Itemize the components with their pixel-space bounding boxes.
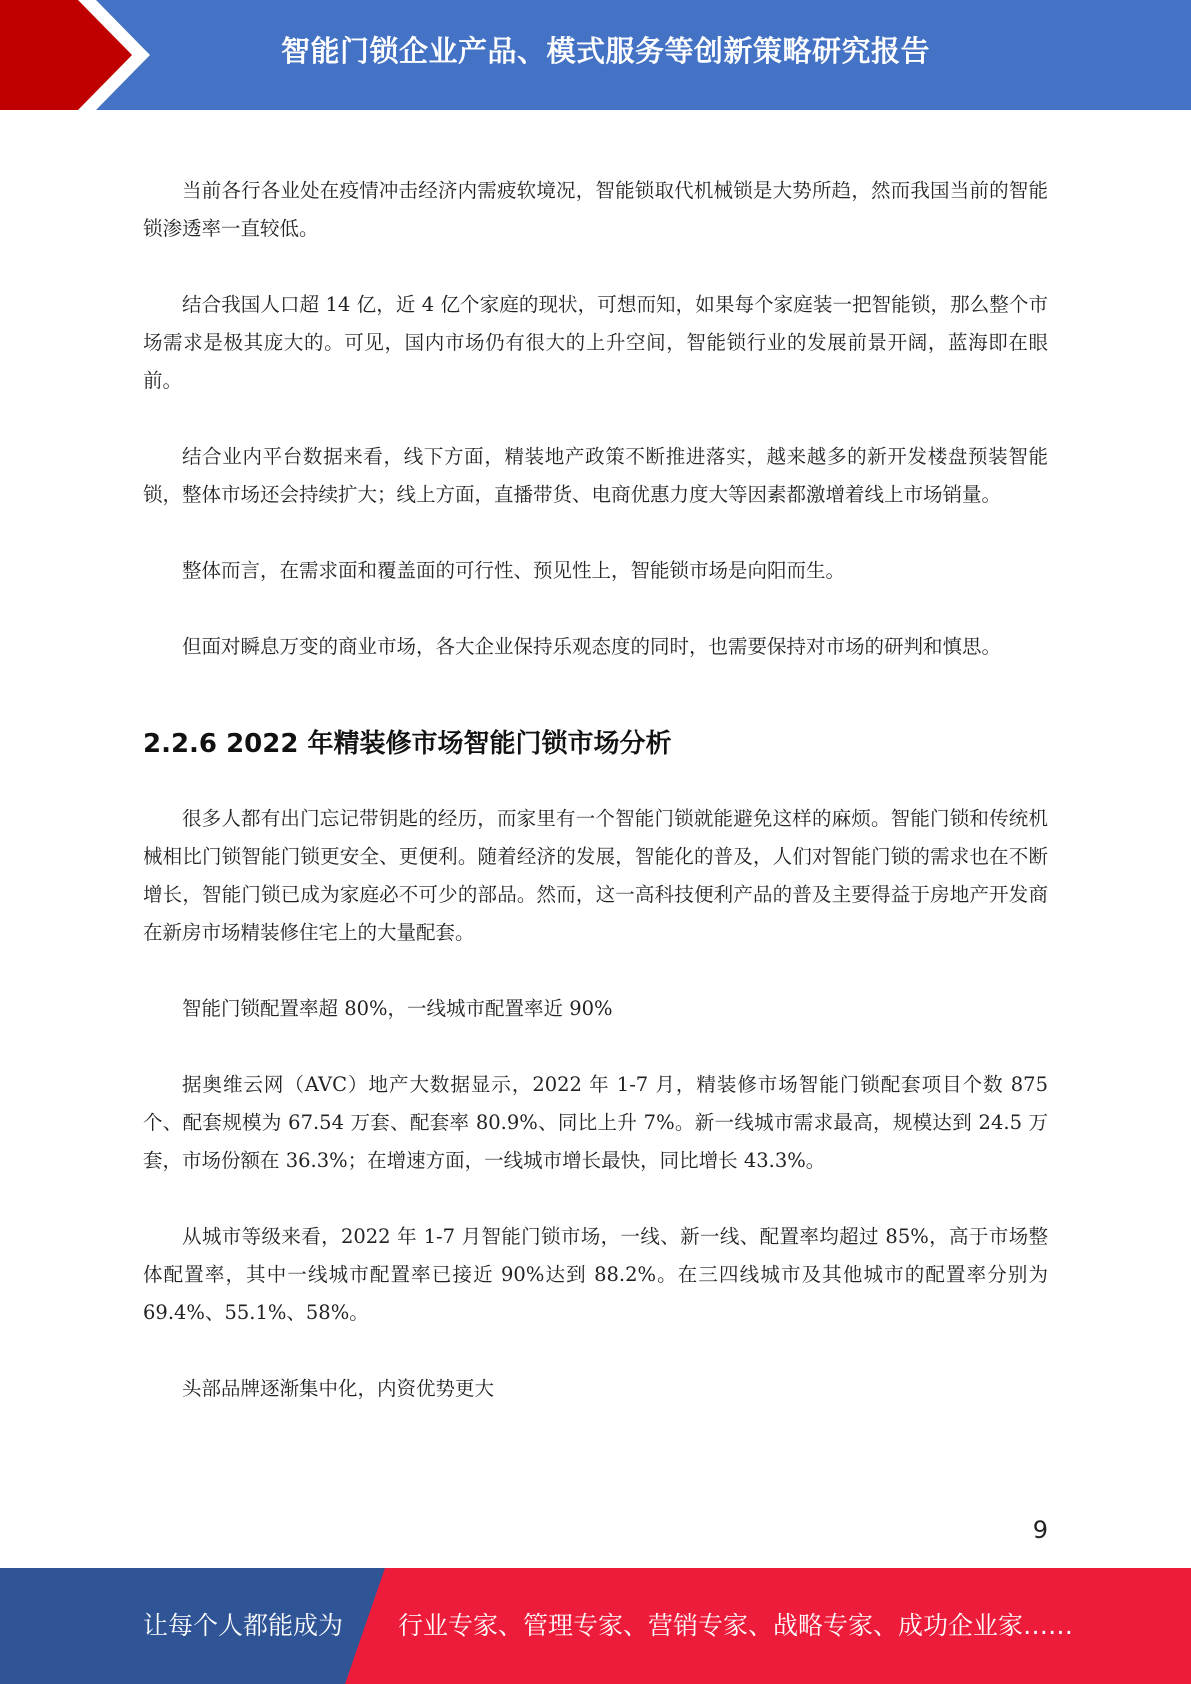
paragraph: 据奥维云网（AVC）地产大数据显示，2022 年 1-7 月，精装修市场智能门锁配套项目个数 875 个、配套规模为 67.54 万套、配套率 80.9%、同比上升 7%。新一线城市需求最高，规模达到 24.5 万套，市场份额在 36.3%；在增速方面，一线城市增长最快，同比增长 43.3%。 <box>143 1073 1048 1172</box>
header-title: 智能门锁企业产品、模式服务等创新策略研究报告 <box>280 34 930 68</box>
page-number: 9 <box>1032 1516 1048 1544</box>
section-heading: 2.2.6 2022 年精装修市场智能门锁市场分析 <box>143 729 672 759</box>
paragraph-subheading: 智能门锁配置率超 80%，一线城市配置率近 90% <box>182 997 613 1020</box>
page-footer <box>0 1568 1191 1684</box>
paragraph: 当前各行各业处在疫情冲击经济内需疲软境况，智能锁取代机械锁是大势所趋，然而我国当前的智能锁渗透率一直较低。 <box>143 179 1048 240</box>
footer-slogan-right: 行业专家、管理专家、营销专家、战略专家、成功企业家…… <box>398 1611 1074 1640</box>
page-header <box>0 0 1191 110</box>
paragraph-subheading: 头部品牌逐渐集中化，内资优势更大 <box>182 1377 495 1400</box>
paragraph: 整体而言，在需求面和覆盖面的可行性、预见性上，智能锁市场是向阳而生。 <box>182 559 846 582</box>
footer-slogan-left: 让每个人都能成为 <box>143 1611 344 1640</box>
paragraph: 结合业内平台数据来看，线下方面，精装地产政策不断推进落实，越来越多的新开发楼盘预装智能锁，整体市场还会持续扩大；线上方面，直播带货、电商优惠力度大等因素都激增着线上市场销量。 <box>143 445 1048 506</box>
paragraph: 但面对瞬息万变的商业市场，各大企业保持乐观态度的同时，也需要保持对市场的研判和慎思。 <box>182 635 1002 658</box>
paragraph: 结合我国人口超 14 亿，近 4 亿个家庭的现状，可想而知，如果每个家庭装一把智能锁，那么整个市场需求是极其庞大的。可见，国内市场仍有很大的上升空间，智能锁行业的发展前景开阔，蓝海即在眼前。 <box>143 293 1048 392</box>
paragraph: 从城市等级来看，2022 年 1-7 月智能门锁市场，一线、新一线、配置率均超过 85%，高于市场整体配置率，其中一线城市配置率已接近 90%达到 88.2%。在三四线城市及其他城市的配置率分别为 69.4%、55.1%、58%。 <box>143 1225 1048 1324</box>
page-content <box>143 172 1048 1446</box>
paragraph: 很多人都有出门忘记带钥匙的经历，而家里有一个智能门锁就能避免这样的麻烦。智能门锁和传统机械相比门锁智能门锁更安全、更便利。随着经济的发展，智能化的普及，人们对智能门锁的需求也在不断增长，智能门锁已成为家庭必不可少的部品。然而，这一高科技便利产品的普及主要得益于房地产开发商在新房市场精装修住宅上的大量配套。 <box>143 807 1048 944</box>
